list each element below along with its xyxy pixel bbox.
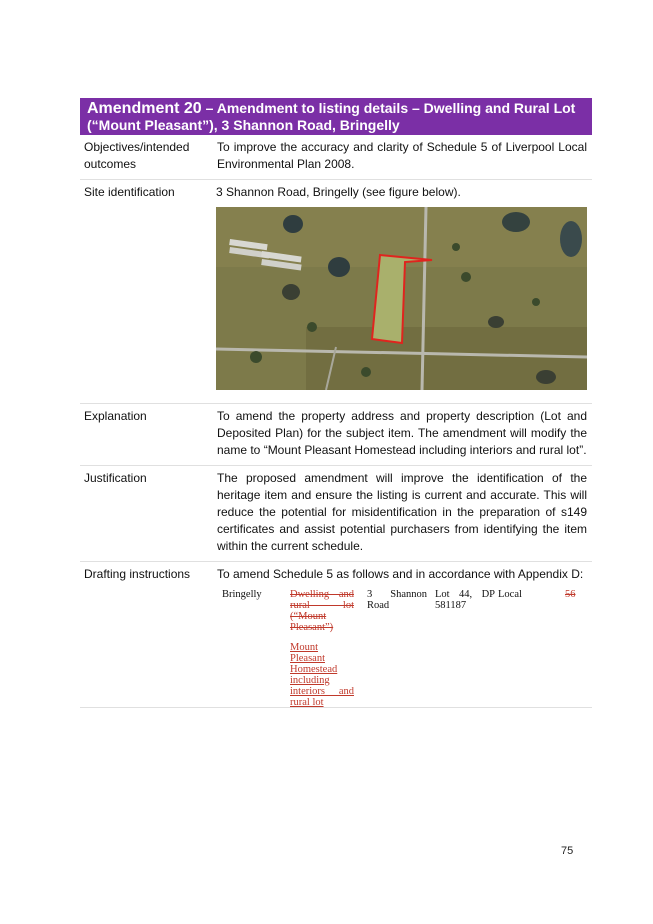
- objectives-text: To improve the accuracy and clarity of Schedule 5 of Liverpool Local Environmental Plan 2008.: [217, 140, 587, 171]
- schedule-old-name: Dwelling and rural lot (“Mount Pleasant”): [290, 589, 354, 633]
- site-row: [80, 180, 592, 404]
- explanation-label: Explanation: [84, 409, 147, 423]
- site-text: 3 Shannon Road, Bringelly (see figure below).: [216, 185, 461, 199]
- objectives-row: [80, 135, 592, 180]
- schedule-lot: Lot 44, DP 581187: [435, 589, 495, 611]
- schedule-address: 3 Shannon Road: [367, 589, 427, 611]
- schedule-item-name: [290, 589, 354, 708]
- schedule-suburb: Bringelly: [222, 589, 262, 600]
- justification-label: Justification: [84, 471, 147, 485]
- amendment-title: Amendment to listing details – Dwelling and Rural Lot (“Mount Pleasant”), 3 Shannon Road, Bringelly: [87, 100, 576, 133]
- schedule-excerpt: [217, 589, 587, 708]
- amendment-number: Amendment 20: [87, 100, 202, 117]
- aerial-map-image: [216, 207, 587, 390]
- justification-row: [80, 466, 592, 562]
- justification-text: The proposed amendment will improve the identification of the heritage item and ensure the listing is current and accurate. This will reduce the potential for misidentification in the preparation of s149 certificates and assist potential purchasers from identifying the item within the current schedule.: [217, 471, 587, 553]
- site-label: Site identification: [84, 185, 175, 199]
- objectives-label: Objectives/intended outcomes: [84, 140, 190, 171]
- schedule-significance: Local: [498, 589, 522, 600]
- drafting-row: [80, 562, 592, 708]
- page-number: 75: [561, 845, 574, 857]
- explanation-row: [80, 404, 592, 466]
- schedule-new-name: Mount Pleasant Homestead including interiors and rural lot: [290, 642, 354, 708]
- amendment-table: [80, 98, 592, 708]
- drafting-label: Drafting instructions: [84, 567, 191, 581]
- header-dash: –: [201, 100, 217, 116]
- drafting-text: To amend Schedule 5 as follows and in accordance with Appendix D:: [217, 567, 584, 581]
- schedule-item-number: 56: [565, 589, 576, 600]
- amendment-header: [80, 98, 592, 135]
- explanation-text: To amend the property address and property description (Lot and Deposited Plan) for the subject item. The amendment will modify the name to “Mount Pleasant Homestead including interiors and rural lot”.: [217, 409, 587, 457]
